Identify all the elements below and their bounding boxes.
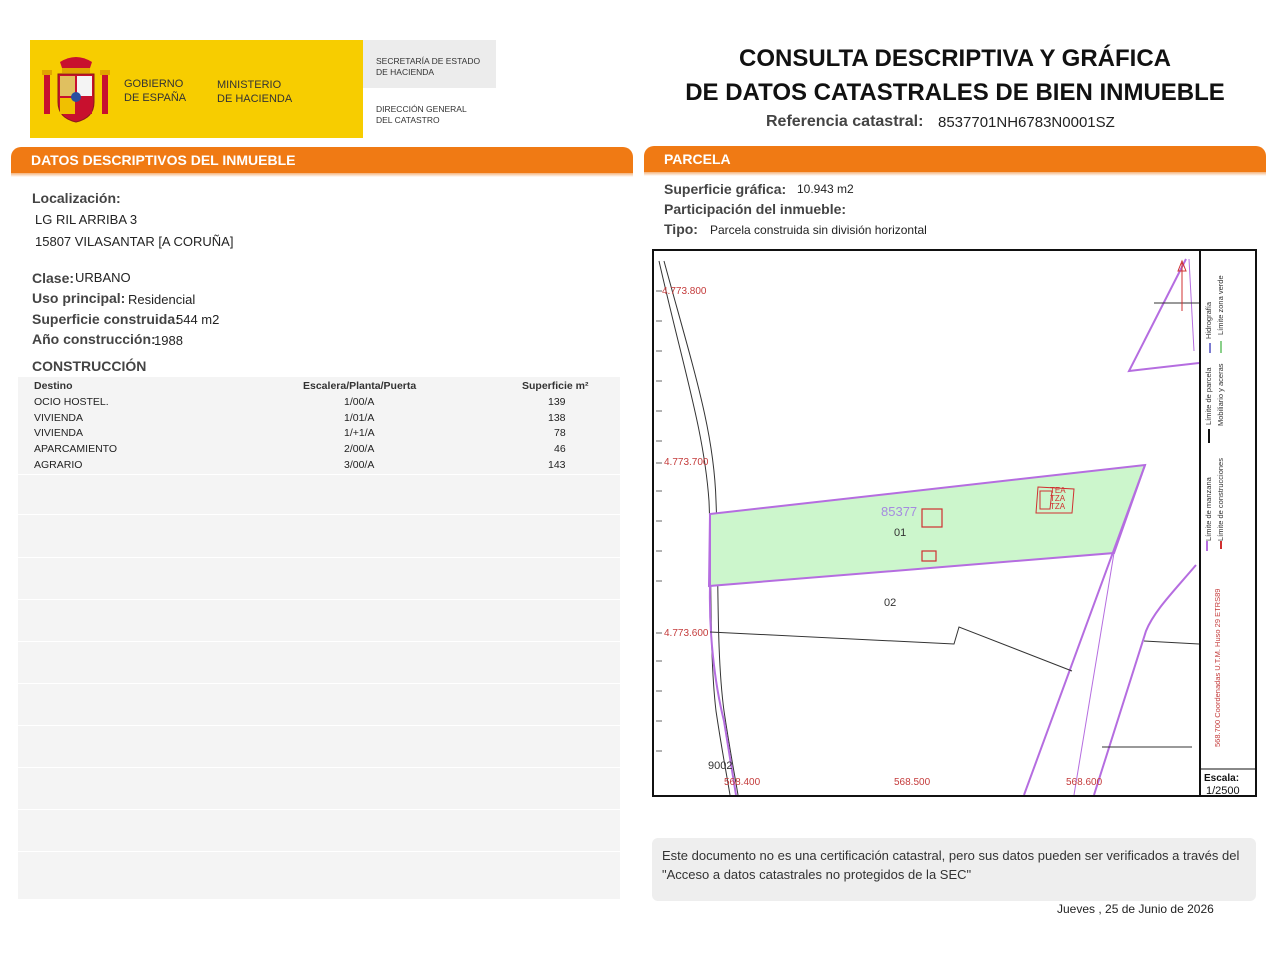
row-escalera: 1/00/A: [344, 396, 375, 408]
row-destino: OCIO HOSTEL.: [34, 396, 109, 408]
row-superficie: 78: [554, 427, 566, 439]
document-date: Jueves , 25 de Junio de 2026: [1057, 902, 1214, 916]
clase-label: Clase:: [32, 270, 75, 286]
legend-mobiliario: Mobiliario y aceras: [1216, 363, 1225, 426]
row-escalera: 1/+1/A: [344, 427, 375, 439]
coord-y-1: 4.773.800: [662, 286, 707, 297]
map-canvas: [654, 251, 1255, 795]
legend-coords-note: 568.700 Coordenadas U.T.M. Huso 29 ETRS89: [1213, 588, 1222, 747]
table-header-escalera: Escalera/Planta/Puerta: [303, 380, 417, 392]
secretaria-label: SECRETARÍA DE ESTADO DE HACIENDA: [376, 56, 481, 77]
legend-hidrografia: Hidrografía: [1204, 301, 1213, 339]
escala-value: 1/2500: [1206, 785, 1240, 797]
legend-parcela: Límite de parcela: [1204, 367, 1213, 425]
superficie-value: 544 m2: [176, 312, 220, 327]
row-superficie: 46: [554, 443, 566, 455]
localizacion-label: Localización:: [32, 190, 121, 206]
row-destino: VIVIENDA: [34, 412, 84, 424]
coord-x-2: 568.500: [894, 777, 931, 788]
address-line2: 15807 VILASANTAR [A CORUÑA]: [35, 234, 234, 249]
coord-x-3: 568.600: [1066, 777, 1103, 788]
subparcel-02: 02: [884, 597, 897, 609]
address-line1: LG RIL ARRIBA 3: [35, 212, 138, 227]
anio-value: 1988: [154, 333, 183, 348]
legend-zona-verde: Límite zona verde: [1216, 275, 1225, 335]
superficie-grafica-value: 10.943 m2: [797, 182, 854, 196]
subparcel-01: 01: [894, 527, 907, 539]
ref-label: Referencia catastral:: [766, 113, 924, 130]
label-9002: 9002: [708, 760, 733, 772]
anio-label: Año construcción:: [32, 331, 156, 347]
row-escalera: 2/00/A: [344, 443, 375, 455]
coord-x-1: 568.400: [724, 777, 761, 788]
uso-label: Uso principal:: [32, 290, 126, 306]
gobierno-label: GOBIERNO DE ESPAÑA: [124, 78, 187, 104]
legend-construcciones: Límite de construcciones: [1216, 458, 1225, 541]
coord-y-3: 4.773.600: [664, 628, 709, 639]
building-labels: TEA TZA TZA: [1050, 486, 1066, 511]
table-header-superficie: Superficie m²: [522, 380, 589, 392]
row-escalera: 3/00/A: [344, 459, 375, 471]
ministerio-label: MINISTERIO DE HACIENDA: [217, 79, 293, 105]
clase-value: URBANO: [75, 270, 131, 285]
row-superficie: 143: [548, 459, 566, 471]
page-title: CONSULTA DESCRIPTIVA Y GRÁFICA DE DATOS CATASTRALES DE BIEN INMUEBLE: [685, 45, 1225, 106]
parcel-number: 85377: [881, 504, 918, 519]
disclaimer-note: Este documento no es una certificación catastral, pero sus datos pueden ser verificados a través del "Acceso a datos catastrales no protegidos de la SEC": [652, 838, 1256, 901]
escala-label: Escala:: [1204, 773, 1240, 784]
tipo-label: Tipo:: [664, 221, 698, 237]
legend-manzana: Límite de manzana: [1204, 477, 1213, 541]
direccion-label: DIRECCIÓN GENERAL DEL CATASTRO: [376, 104, 467, 125]
superficie-label: Superficie construida:: [32, 311, 180, 327]
tipo-value: Parcela construida sin división horizontal: [710, 223, 927, 237]
parcela-section-header: PARCELA: [644, 146, 1266, 172]
construction-table: [18, 377, 620, 899]
row-superficie: 139: [548, 396, 566, 408]
row-destino: VIVIENDA: [34, 427, 84, 439]
uso-value: Residencial: [128, 292, 196, 307]
ref-value: 8537701NH6783N0001SZ: [938, 114, 1115, 131]
row-destino: AGRARIO: [34, 459, 83, 471]
row-superficie: 138: [548, 412, 566, 424]
coat-of-arms-icon: [40, 52, 112, 126]
descriptive-section-header: DATOS DESCRIPTIVOS DEL INMUEBLE: [11, 147, 633, 173]
row-destino: APARCAMIENTO: [34, 443, 118, 455]
cadastral-map[interactable]: [652, 249, 1257, 797]
coord-y-2: 4.773.700: [664, 457, 709, 468]
construccion-title: CONSTRUCCIÓN: [32, 358, 147, 374]
participacion-label: Participación del inmueble:: [664, 201, 847, 217]
table-header-destino: Destino: [34, 380, 73, 392]
superficie-grafica-label: Superficie gráfica:: [664, 181, 787, 197]
row-escalera: 1/01/A: [344, 412, 375, 424]
